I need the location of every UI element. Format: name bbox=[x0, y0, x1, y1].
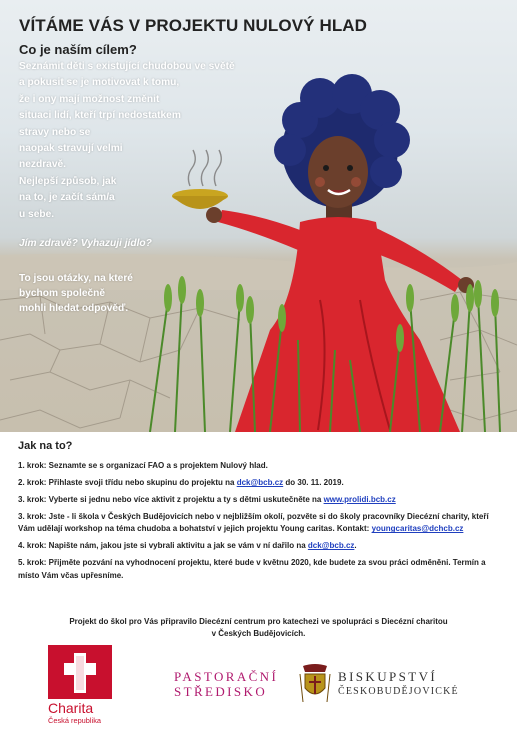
step-text: 1. krok: Seznamte se s organizací FAO a s projektem Nulový hlad. bbox=[18, 461, 268, 470]
intro-line: Nejlepší způsob, jak bbox=[19, 175, 117, 187]
intro-line: stravy nebo se bbox=[19, 126, 91, 138]
diocese-logo bbox=[338, 669, 459, 699]
charita-cross-icon bbox=[48, 645, 112, 699]
intro-line: naopak stravují velmi bbox=[19, 143, 123, 155]
page-title: VÍTÁME VÁS V PROJEKTU NULOVÝ HLAD bbox=[19, 16, 368, 35]
step-4 bbox=[18, 540, 498, 553]
intro-line: a pokusit se je motivovat k tomu, bbox=[19, 77, 180, 89]
charita-country: Česká republika bbox=[48, 716, 101, 725]
project-credit bbox=[0, 616, 517, 640]
youngcaritas-link[interactable]: youngcaritas@dchcb.cz bbox=[371, 524, 464, 534]
step-text: 5. krok: Přijměte pozvání na vyhodnocení projektu, které bude v květnu 2020, kde budete za svou práci odměněni. Termín a místo Vám včas upřesníme. bbox=[18, 558, 486, 580]
step-3-alt bbox=[18, 511, 498, 536]
pastoral-center-logo bbox=[174, 669, 278, 699]
pastor-line: STŘEDISKO bbox=[174, 684, 268, 699]
together-line: To jsou otázky, na které bbox=[19, 273, 133, 284]
intro-line: Seznámit děti s existující chudobou ve světě bbox=[19, 61, 235, 72]
diocese-crest-icon bbox=[297, 662, 333, 704]
step-text: . bbox=[354, 541, 357, 551]
step-5 bbox=[18, 557, 498, 582]
steps-list bbox=[18, 460, 498, 587]
website-link[interactable]: www.prolidi.bcb.cz bbox=[323, 494, 396, 504]
question-text: Jím zdravě? Vyhazuji jídlo? bbox=[19, 238, 152, 249]
diocese-line: ČESKOBUDĚJOVICKÉ bbox=[338, 686, 459, 697]
charita-name: Charita bbox=[48, 700, 94, 716]
step-3 bbox=[18, 494, 498, 507]
step-text: do 30. 11. 2019. bbox=[283, 477, 344, 487]
email-link[interactable]: dck@bcb.cz bbox=[307, 541, 355, 551]
email-link[interactable]: dck@bcb.cz bbox=[236, 477, 284, 487]
intro-line: že i ony mají možnost změnit bbox=[19, 93, 160, 105]
step-text: 3. krok: Jste - li škola v Českých Budějovicích nebo v nejbližším okolí, pozvěte si do školy pracovníky Diecézní charity, kteří Vám udělají workshop na téma chudoba a bohatství v jejich projektu Young caritas. Kontakt: bbox=[18, 511, 489, 534]
together-line: mohli hledat odpověď. bbox=[19, 302, 129, 314]
face bbox=[308, 136, 368, 208]
together-text bbox=[19, 272, 133, 316]
charita-logo bbox=[48, 645, 112, 725]
diocese-line: BISKUPSTVÍ bbox=[338, 669, 438, 684]
intro-line: na to, je začít sám/a bbox=[19, 192, 115, 204]
intro-text bbox=[19, 59, 259, 223]
step-text: 3. krok: Vyberte si jednu nebo více aktivit z projektu a ty s dětmi uskutečněte na bbox=[18, 494, 324, 504]
intro-line: u sebe. bbox=[19, 208, 55, 220]
step-text: 2. krok: Přihlaste svoji třídu nebo skupinu do projektu na bbox=[18, 477, 237, 487]
goal-heading: Co je naším cílem? bbox=[19, 42, 137, 57]
step-2 bbox=[18, 477, 498, 490]
step-text: 4. krok: Napište nám, jakou jste si vybrali aktivitu a jak se vám v ní dařilo na bbox=[18, 541, 308, 551]
together-line: bychom společně bbox=[19, 287, 106, 299]
credit-line: v Českých Budějovicích. bbox=[211, 629, 306, 638]
credit-line: Projekt do škol pro Vás připravilo Diecézní centrum pro katechezi ve spolupráci s Diecézní charitou bbox=[69, 617, 448, 626]
step-1 bbox=[18, 460, 498, 473]
pastor-line: PASTORAČNÍ bbox=[174, 669, 279, 684]
intro-line: nezdravě. bbox=[19, 159, 66, 171]
steps-heading: Jak na to? bbox=[18, 440, 73, 452]
intro-line: situaci lidí, kteří trpí nedostatkem bbox=[19, 110, 181, 122]
